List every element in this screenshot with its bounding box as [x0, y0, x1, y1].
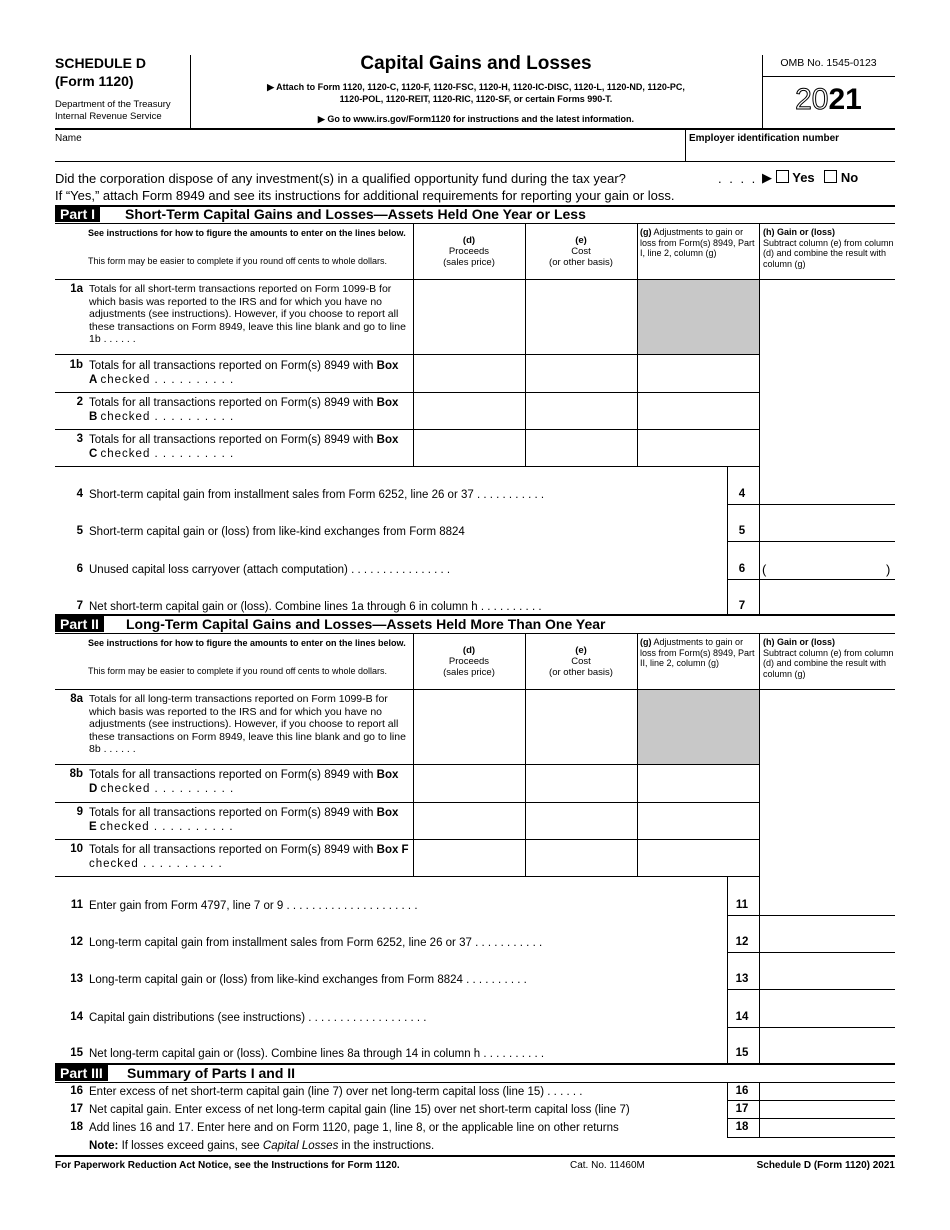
ein-field[interactable]	[690, 145, 890, 160]
p2-line-13-text: Long-term capital gain or (loss) from like-kind exchanges from Form 8824 . . . . . . . . . .	[89, 974, 527, 986]
part1-tag: Part I	[55, 206, 100, 222]
p3-note	[89, 1139, 723, 1153]
p2-row-8b-pre: Totals for all transactions reported on Form(s) 8949 with	[89, 769, 374, 781]
footer-cat: Cat. No. 11460M	[570, 1160, 645, 1171]
note-pre: If losses exceed gains, see	[121, 1140, 260, 1152]
p2-col-g	[640, 637, 758, 669]
p3-line-16-box: 16	[735, 1085, 749, 1097]
footer-paperwork: For Paperwork Reduction Act Notice, see the Instructions for Form 1120.	[55, 1160, 400, 1171]
part2-tag: Part II	[55, 616, 104, 632]
p1-row-1a-text: Totals for all short-term transactions reported on Form 1099-B for which basis was reported to the IRS and for which you have no adjustments (see instructions). However, if you choose to report all these transactions on Form 8949, leave this line blank and go to line 1b . . . . . .	[89, 283, 406, 345]
p2-line-12-num: 12	[70, 936, 83, 948]
arrow-icon: ▶	[762, 170, 772, 185]
p1-line-7-text: Net short-term capital gain or (loss). Combine lines 1a through 6 in column h . . . . . . . . . .	[89, 601, 542, 613]
p2-line-12-box: 12	[735, 936, 749, 948]
p3-line-18-box: 18	[735, 1121, 749, 1133]
p1-instr-normal: This form may be easier to complete if you round off cents to whole dollars.	[88, 256, 387, 266]
form-sub: (Form 1120)	[55, 73, 134, 89]
col-e-letter: (e)	[575, 235, 587, 246]
p1-line-6-paren-open: (	[762, 562, 767, 577]
note-italic: Capital Losses	[262, 1140, 339, 1152]
p1-row-2-num: 2	[76, 396, 83, 408]
p2-row-10-pre: Totals for all transactions reported on Form(s) 8949 with	[89, 844, 374, 856]
part2-title: Long-Term Capital Gains and Losses—Assets Held More Than One Year	[126, 616, 606, 632]
p1-line-7-num: 7	[76, 600, 83, 612]
p1-col-h	[763, 227, 895, 269]
qof-answers	[762, 170, 858, 186]
p2-instr-bold: See instructions for how to figure the amounts to enter on the lines below.	[88, 638, 406, 648]
goto-instructions: ▶ Go to www.irs.gov/Form1120 for instructions and the latest information.	[317, 114, 635, 124]
col-e-letter: (e)	[575, 645, 587, 656]
p1-1a-shaded	[638, 280, 759, 354]
p2-row-8b-num: 8b	[69, 768, 83, 780]
col-d-label1: Proceeds	[448, 656, 490, 667]
p1-line-6-paren-close: )	[886, 562, 891, 577]
p2-line-13-box: 13	[735, 973, 749, 985]
p2-line-15-box: 15	[735, 1047, 749, 1059]
p1-line-5-text: Short-term capital gain or (loss) from like-kind exchanges from Form 8824	[89, 526, 465, 538]
p2-row-8b-box: Box D	[89, 769, 399, 795]
col-g-text: Adjustments to gain or loss from Form(s) 8949, Part I, line 2, column (g)	[640, 227, 755, 258]
p2-col-e	[525, 645, 637, 678]
p2-8a-shaded	[638, 690, 759, 764]
col-d-letter: (d)	[462, 235, 476, 246]
p1-row-3-post: checked . . . . . . . . . .	[100, 448, 235, 460]
p1-col-e	[525, 235, 637, 268]
p2-row-9-post: checked . . . . . . . . . .	[99, 821, 234, 833]
p2-instr-normal: This form may be easier to complete if you round off cents to whole dollars.	[88, 666, 387, 676]
p2-line-14-num: 14	[70, 1011, 83, 1023]
p2-row-8a-text: Totals for all long-term transactions reported on Form 1099-B for which basis was reported to the IRS and for which you have no adjustments (see instructions). However, if you choose to report all these transactions on Form 8949, leave this line blank and go to line 8b . . . . . .	[89, 693, 406, 755]
p1-row-3-box: Box C	[89, 434, 399, 460]
col-h-text: Subtract column (e) from column (d) and combine the result with column (g)	[763, 647, 894, 679]
p3-line-18-text: Add lines 16 and 17. Enter here and on Form 1120, page 1, line 8, or the applicable line on other returns	[89, 1122, 619, 1134]
qof-question: Did the corporation dispose of any investment(s) in a qualified opportunity fund during the tax year?	[55, 171, 626, 186]
col-g-letter: (g)	[640, 227, 652, 237]
p1-line-4-text: Short-term capital gain from installment sales from Form 6252, line 26 or 37 . . . . . . . . . . .	[89, 489, 545, 501]
p2-row-8b-post: checked . . . . . . . . . .	[100, 783, 235, 795]
irs-name: Internal Revenue Service	[55, 111, 162, 122]
p2-row-9-pre: Totals for all transactions reported on Form(s) 8949 with	[89, 807, 374, 819]
p3-line-18-num: 18	[70, 1121, 83, 1133]
p2-row-10-post: checked . . . . . . . . . .	[89, 858, 223, 870]
p1-line-6-text: Unused capital loss carryover (attach computation) . . . . . . . . . . . . . . . .	[89, 564, 451, 576]
p1-instr-bold: See instructions for how to figure the amounts to enter on the lines below.	[88, 228, 406, 238]
p2-row-9-text	[89, 806, 409, 834]
ein-label: Employer identification number	[689, 133, 840, 144]
name-label: Name	[55, 133, 82, 144]
note-label: Note:	[89, 1140, 119, 1152]
p2-line-14-text: Capital gain distributions (see instructions) . . . . . . . . . . . . . . . . . . .	[89, 1012, 427, 1024]
p1-row-3-text	[89, 433, 409, 461]
p2-col-h	[763, 637, 895, 679]
col-e-label1: Cost	[571, 656, 591, 667]
p1-line-6-num: 6	[76, 563, 83, 575]
p1-line-6-box: 6	[738, 563, 746, 575]
qof-dots: . . . .	[718, 171, 758, 186]
p1-col-g	[640, 227, 758, 259]
qof-instructions: If “Yes,” attach Form 8949 and see its instructions for additional requirements for reporting your gain or loss.	[55, 188, 675, 203]
col-d-label2: (sales price)	[443, 667, 495, 678]
part3-title: Summary of Parts I and II	[127, 1065, 296, 1081]
p1-row-1b-box: Box A	[89, 360, 399, 386]
p2-col-d	[413, 645, 525, 678]
p1-col-d	[413, 235, 525, 268]
p1-row-1b-pre: Totals for all transactions reported on Form(s) 8949 with	[89, 360, 374, 372]
p3-line-16-num: 16	[70, 1085, 83, 1097]
col-g-letter: (g)	[640, 637, 652, 647]
p2-row-8a-num: 8a	[70, 693, 83, 705]
p2-line-12-text: Long-term capital gain from installment sales from Form 6252, line 26 or 37 . . . . . . . . . . .	[89, 937, 543, 949]
p2-line-13-num: 13	[70, 973, 83, 985]
tax-year	[762, 82, 895, 118]
p1-row-1b-post: checked . . . . . . . . . .	[100, 374, 235, 386]
p2-row-8b-text	[89, 768, 409, 796]
p1-line-4-num: 4	[76, 488, 83, 500]
p3-line-16-text: Enter excess of net short-term capital gain (line 7) over net long-term capital loss (line 15) . . . . . .	[89, 1086, 583, 1098]
no-label: No	[840, 170, 859, 185]
yes-checkbox[interactable]	[776, 170, 789, 183]
p2-line-15-text: Net long-term capital gain or (loss). Combine lines 8a through 14 in column h . . . . . . . . . .	[89, 1048, 545, 1060]
p2-line-11-num: 11	[70, 899, 83, 911]
p3-line-17-box: 17	[735, 1103, 749, 1115]
p3-line-17-text: Net capital gain. Enter excess of net long-term capital gain (line 15) over net short-term capital loss (line 7)	[89, 1104, 630, 1116]
no-checkbox[interactable]	[824, 170, 837, 183]
p1-row-2-text	[89, 396, 409, 424]
p2-line-14-box: 14	[735, 1011, 749, 1023]
attach-line2: 1120-POL, 1120-REIT, 1120-RIC, 1120-SF, or certain Forms 990-T.	[339, 94, 613, 104]
part3-tag: Part III	[55, 1065, 108, 1081]
col-e-label2: (or other basis)	[549, 257, 613, 268]
form-id: SCHEDULE D	[55, 55, 147, 71]
note-post: in the instructions.	[341, 1140, 435, 1152]
footer-form-name: Schedule D (Form 1120) 2021	[756, 1160, 895, 1171]
p2-line-11-text: Enter gain from Form 4797, line 7 or 9 . . . . . . . . . . . . . . . . . . . . .	[89, 900, 418, 912]
col-g-text: Adjustments to gain or loss from Form(s) 8949, Part II, line 2, column (g)	[640, 637, 755, 668]
p1-row-2-box: Box B	[89, 397, 399, 423]
col-h-text: Subtract column (e) from column (d) and combine the result with column (g)	[763, 237, 894, 269]
p1-line-7-box: 7	[738, 600, 746, 612]
p1-line-5-num: 5	[76, 525, 83, 537]
col-e-label2: (or other basis)	[549, 667, 613, 678]
p1-row-3-pre: Totals for all transactions reported on Form(s) 8949 with	[89, 434, 374, 446]
p1-row-2-post: checked . . . . . . . . . .	[100, 411, 235, 423]
name-field[interactable]	[60, 145, 680, 160]
col-h-title: (h) Gain or (loss)	[763, 227, 835, 237]
p1-line-4-box: 4	[738, 488, 746, 500]
part1-title: Short-Term Capital Gains and Losses—Assets Held One Year or Less	[125, 206, 586, 222]
p2-line-15-num: 15	[70, 1047, 83, 1059]
col-h-title: (h) Gain or (loss)	[763, 637, 835, 647]
p1-line-5-box: 5	[738, 525, 746, 537]
p2-row-10-text	[89, 843, 409, 871]
p1-row-1a-num: 1a	[70, 283, 83, 295]
year-bold: 21	[828, 83, 862, 116]
p3-line-17-num: 17	[70, 1103, 83, 1115]
p1-row-1b-num: 1b	[69, 359, 83, 371]
col-d-letter: (d)	[462, 645, 476, 656]
year-outline: 20	[795, 83, 829, 116]
attach-line1: ▶ Attach to Form 1120, 1120-C, 1120-F, 1120-FSC, 1120-H, 1120-IC-DISC, 1120-L, 1120-ND, 1120-PC,	[267, 82, 685, 92]
p1-row-2-pre: Totals for all transactions reported on Form(s) 8949 with	[89, 397, 374, 409]
p2-row-9-box: Box E	[89, 807, 399, 833]
col-e-label1: Cost	[571, 246, 591, 257]
omb-number: OMB No. 1545-0123	[780, 57, 877, 69]
p1-row-1b-text	[89, 359, 409, 387]
p2-row-10-box: Box F	[376, 844, 409, 856]
p2-row-9-num: 9	[76, 806, 83, 818]
col-d-label2: (sales price)	[443, 257, 495, 268]
p2-row-10-num: 10	[70, 843, 83, 855]
p1-row-3-num: 3	[76, 433, 83, 445]
dept-name: Department of the Treasury	[55, 99, 171, 110]
yes-label: Yes	[792, 170, 815, 185]
p2-line-11-box: 11	[735, 899, 749, 911]
col-d-label1: Proceeds	[448, 246, 490, 257]
form-title: Capital Gains and Losses	[360, 53, 592, 74]
